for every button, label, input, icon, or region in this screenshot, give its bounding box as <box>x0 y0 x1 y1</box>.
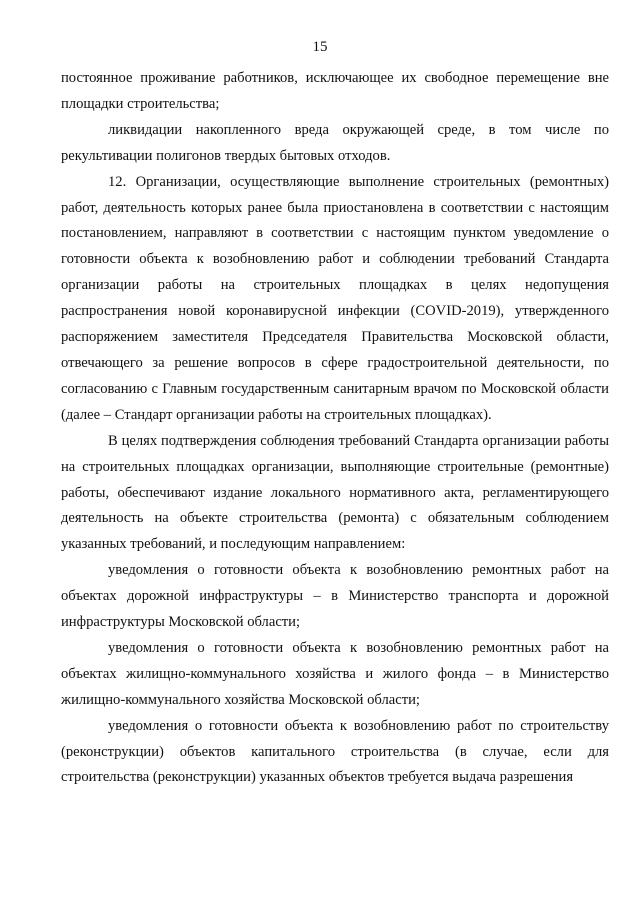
paragraph-notice-housing: уведомления о готовности объекта к возобновлению ремонтных работ на объектах жилищно-коммунального хозяйства и жилого фонда – в Министерство жилищно-коммунального хозяйства Московской области; <box>61 639 609 708</box>
paragraph-item-12: 12. Организации, осуществляющие выполнение строительных (ремонтных) работ, деятельность которых ранее была приостановлена в соответствии с настоящим постановлением, направляют в соответствии с настоящим пунктом уведомление о готовности объекта к возобновлению работ и соблюдении требований Стандарта организации работы на строительных площадках в целях недопущения распространения новой коронавирусной инфекции (COVID-2019), утвержденного распоряжением заместителя Председателя Правительства Московской области, отвечающего за решение вопросов в сфере градостроительной деятельности, по согласованию с Главным государственным санитарным врачом по Московской области (далее – Стандарт организации работы на строительных площадках). <box>61 173 609 423</box>
document-body <box>61 66 609 791</box>
paragraph-notice-road-infrastructure: уведомления о готовности объекта к возобновлению ремонтных работ на объектах дорожной инфраструктуры – в Министерство транспорта и дорожной инфраструктуры Московской области; <box>61 562 609 631</box>
paragraph-waste-remediation: ликвидации накопленного вреда окружающей среде, в том числе по рекультивации полигонов твердых бытовых отходов. <box>61 121 609 164</box>
page-number: 15 <box>312 39 328 55</box>
paragraph-continuation: постоянное проживание работников, исключающее их свободное перемещение вне площадки строительства; <box>61 70 609 112</box>
paragraph-standard-compliance: В целях подтверждения соблюдения требований Стандарта организации работы на строительных площадках организации, выполняющие строительные (ремонтные) работы, обеспечивают издание локального нормативного акта, регламентирующего деятельность на объекте строительства (ремонта) с обязательным соблюдением указанных требований, и последующим направлением: <box>61 432 609 553</box>
paragraph-notice-capital-construction: уведомления о готовности объекта к возобновлению работ по строительству (реконструкции) объектов капитального строительства (в случае, если для строительства (реконструкции) указанных объектов требуется выдача разрешения <box>61 717 609 786</box>
